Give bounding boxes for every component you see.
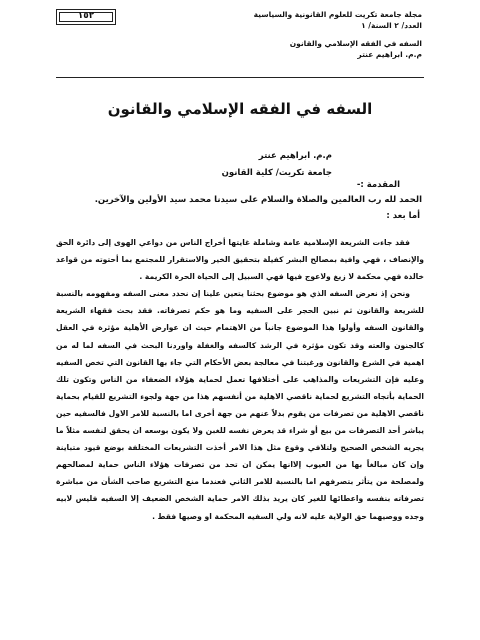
- running-title: السفه في الفقه الإسلامي والقانون: [289, 39, 422, 48]
- running-author: م.م. ابراهيم عنتر: [357, 50, 422, 59]
- body-paragraph: ونحن إذ نعرض السفه الذي هو موضوع بحثنا يتعين علينا إن نحدد معنى السفه ومفهومه بالنسبة للشريعة والقانون ثم نبين الحجر على السفيه وما هو حكم تصرفاته. فقد بحث فقهاء الشريعة والقانون السفه وأولوا هذا الموضوع جانباً من الاهتمام حيث ان عوارض الأهلية مؤثرة في العقل كالجنون والعته وقد تكون مؤثرة في الرشد كالسفه والغفلة واوردنا البحث في السفه لما له من اهمية في الشرع والقانون ورغبتنا في معالجة بعض الأحكام التي جاء بها القانون التي تخص السفيه وعليه فإن التشريعات والمذاهب على أختلافها تعمل لحماية هؤلاء الضعفاء من الناس وتكون تلك الحماية بأتجاه التشريع لحماية ناقصي الاهلية من أنفسهم هذا من جهة ولجوء التشريع للقيام بحماية ناقصي الاهلية من تصرفات من يقوم بدلاً عنهم من جهة أخرى اما بالنسبة للامر الاول فالسفيه حين يباشر أحد التصرفات من بيع أو شراء قد يعرض نفسه للغبن ولا يكون بوسعه ان يحقق لنفسه مثلاً ما يجريه الشخص الصحيح ولتلافي وقوع مثل هذا الامر أخذت التشريعات المختلفة بوضع قيود متباينة وإن كان مبالغاً بها من العيوب إلاانها يمكن ان تحد من تصرفات هؤلاء الناس حماية لمصالحهم ولمصلحة من يتأثر بتصرفهم اما بالنسبة للامر الثاني فعندما منع التشريع صاحب الشأن من مباشرة تصرفاته بنفسه واعطائها للغير كان يريد بذلك الامر حماية الشخص الضعيف إلا السفيه فليس لابيه وجده ووصيهما حق الولاية عليه لانه ولي السفيه المحكمة او وصيها فقط .: [56, 289, 424, 521]
- article-body: [56, 234, 424, 525]
- page-number-box: [56, 9, 116, 25]
- intro-heading: المقدمة :-: [356, 180, 400, 190]
- author-name: م.م. ابراهيم عنتر: [258, 151, 332, 161]
- author-affiliation: جامعة تكريت/ كلية القانون: [221, 168, 332, 178]
- journal-issue: العدد/ ٢ السنة/ ١: [361, 21, 422, 30]
- intro-praise-line: الحمد لله رب العالمين والصلاة والسلام على سيدنا محمد سيد الأولين والآخرين.: [94, 195, 422, 205]
- amma-baad-line: أما بعد :: [386, 211, 420, 221]
- running-header: [240, 38, 422, 60]
- journal-name: مجلة جامعة تكريت للعلوم القانونية والسياسية: [253, 10, 422, 19]
- journal-header: [130, 9, 422, 31]
- header-divider: [56, 77, 424, 78]
- article-title: السفه في الفقه الإسلامي والقانون: [107, 100, 373, 118]
- page-number: ١٥٢: [77, 11, 95, 21]
- body-paragraph: فقد جاءت الشريعة الإسلامية عامة وشاملة غايتها أخراج الناس من دواعي الهوى إلى دائرة الحق والإنصاف ، فهي وافية بمصالح البشر كفيلة بتحقيق الخير والاستقرار للمجتمع بما أحتوته من قواعد خالدة فهي محكمة لا زيغ ولاعوج فيها فهي السبيل إلى الحياة الحرة الكريمة .: [56, 238, 424, 282]
- author-block: [200, 148, 332, 182]
